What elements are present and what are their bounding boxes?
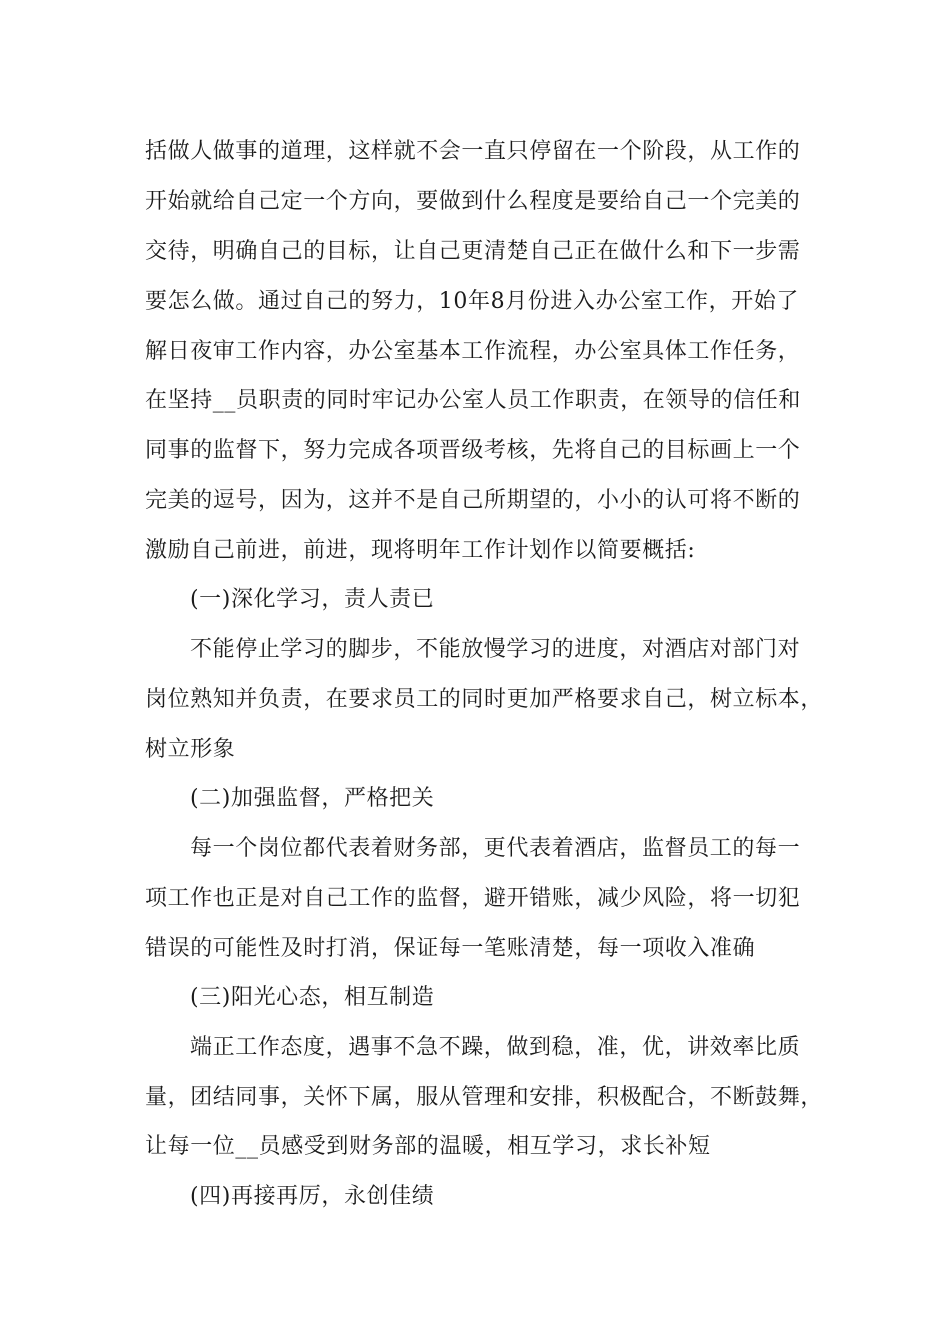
paragraph-3-line-2: 项工作也正是对自己工作的监督，避开错账，减少风险，将一切犯 [145, 886, 801, 911]
paragraph-1-line-1: 括做人做事的道理，这样就不会一直只停留在一个阶段，从工作的 [145, 139, 801, 164]
paragraph-2-line-2: 岗位熟知并负责，在要求员工的同时更加严格要求自己，树立标本， [145, 687, 824, 712]
section-heading-2: (二)加强监督，严格把关 [190, 786, 435, 811]
paragraph-1-line-3: 交待，明确自己的目标，让自己更清楚自己正在做什么和下一步需 [145, 239, 801, 264]
paragraph-3-line-1: 每一个岗位都代表着财务部，更代表着酒店，监督员工的每一 [190, 836, 801, 861]
paragraph-4-line-1: 端正工作态度，遇事不急不躁，做到稳，准，优，讲效率比质 [190, 1035, 801, 1060]
section-heading-4: (四)再接再厉，永创佳绩 [190, 1184, 435, 1209]
paragraph-1-line-8: 完美的逗号，因为，这并不是自己所期望的，小小的认可将不断的 [145, 488, 801, 513]
paragraph-3-line-3: 错误的可能性及时打消，保证每一笔账清楚，每一项收入准确 [145, 936, 756, 961]
paragraph-2-line-1: 不能停止学习的脚步，不能放慢学习的进度，对酒店对部门对 [190, 637, 801, 662]
paragraph-1-line-7: 同事的监督下，努力完成各项晋级考核，先将自己的目标画上一个 [145, 438, 801, 463]
paragraph-1-line-6: 在坚持__员职责的同时牢记办公室人员工作职责，在领导的信任和 [145, 388, 802, 413]
paragraph-4-line-3: 让每一位__员感受到财务部的温暖，相互学习，求长补短 [145, 1134, 711, 1159]
paragraph-2-line-3: 树立形象 [145, 737, 236, 762]
paragraph-1-line-5: 解日夜审工作内容，办公室基本工作流程，办公室具体工作任务， [145, 339, 801, 364]
paragraph-1-line-4: 要怎么做。通过自己的努力，10年8月份进入办公室工作，开始了 [145, 289, 799, 314]
paragraph-1-line-9: 激励自己前进，前进，现将明年工作计划作以简要概括: [145, 538, 696, 563]
paragraph-1-line-2: 开始就给自己定一个方向，要做到什么程度是要给自己一个完美的 [145, 189, 801, 214]
section-heading-1: (一)深化学习，责人责已 [190, 587, 435, 612]
paragraph-4-line-2: 量，团结同事，关怀下属，服从管理和安排，积极配合，不断鼓舞， [145, 1085, 824, 1110]
section-heading-3: (三)阳光心态，相互制造 [190, 985, 435, 1010]
